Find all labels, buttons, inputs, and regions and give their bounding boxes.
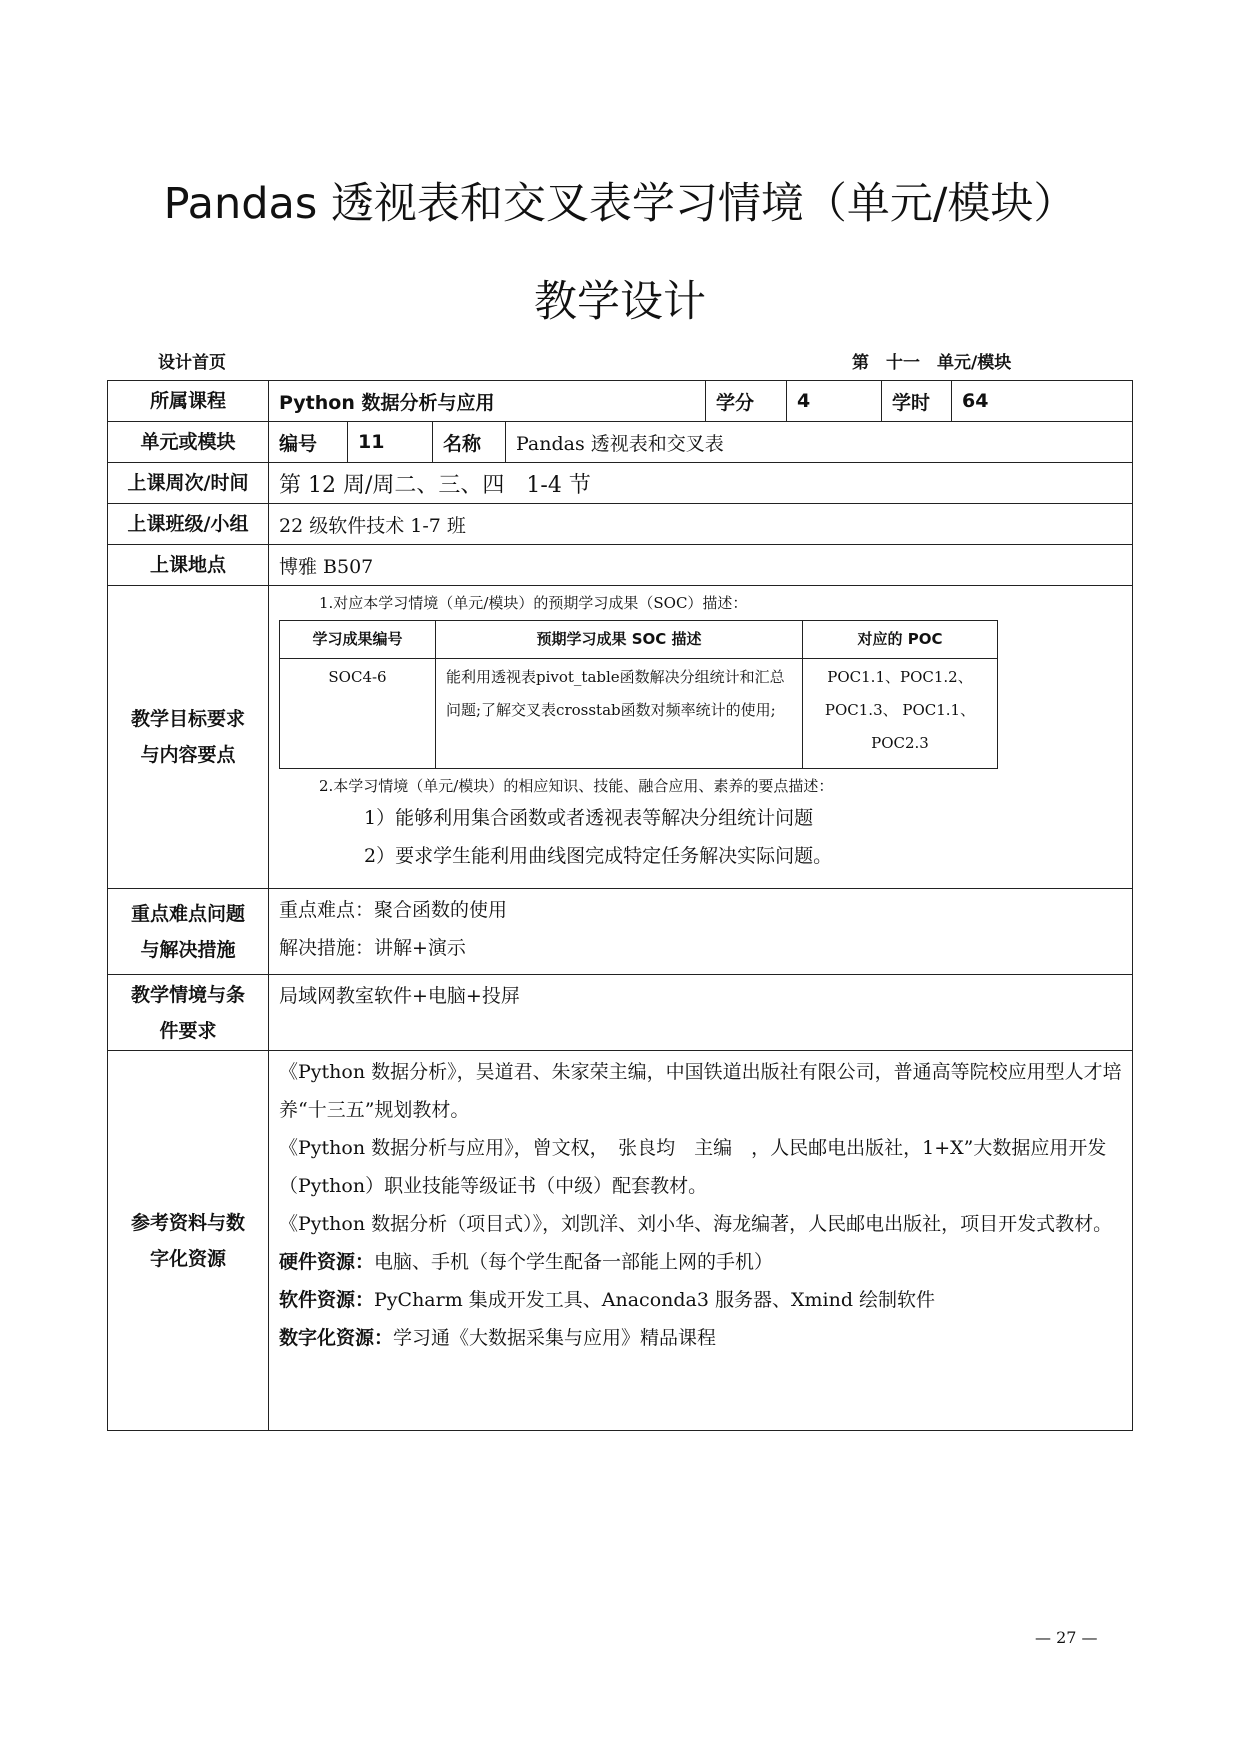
goals-label: 教学目标要求与内容要点 [108,586,269,889]
soc-id: SOC4-6 [280,659,436,769]
key-solution: 解决措施：讲解+演示 [279,937,466,959]
goals-intro-2: 2.本学习情境（单元/模块）的相应知识、技能、融合应用、素养的要点描述： [319,777,834,795]
place-label: 上课地点 [108,545,269,586]
place-value: 博雅 B507 [269,545,1133,586]
design-table [107,380,1133,1431]
software-label: 软件资源： [279,1289,375,1311]
reference-item: 《Python 数据分析》，吴道君、朱家荣主编，中国铁道出版社有限公司，普通高等院校应用型人才培养“十三五”规划教材。 [279,1061,1122,1121]
credit-value: 4 [787,381,882,422]
soc-header: 学习成果编号 [280,621,436,659]
soc-header: 预期学习成果 SOC 描述 [436,621,803,659]
conditions-value: 局域网教室软件+电脑+投屏 [269,975,1133,1051]
unit-label: 单元或模块 [108,422,269,463]
reference-item: 《Python 数据分析（项目式）》，刘凯洋、刘小华、海龙编著，人民邮电出版社，项目开发式教材。 [279,1213,1113,1235]
hours-value: 64 [952,381,1133,422]
digital-label: 数字化资源： [279,1327,394,1349]
references-label: 参考资料与数字化资源 [108,1051,269,1431]
conditions-label: 教学情境与条件要求 [108,975,269,1051]
soc-poc: POC1.1、POC1.2、POC1.3、 POC1.1、POC2.3 [803,659,998,769]
course-value: Python 数据分析与应用 [269,381,706,422]
key-label: 重点难点问题与解决措施 [108,889,269,975]
title: Pandas 透视表和交叉表学习情境（单元/模块） [163,179,1077,229]
number-label: 编号 [269,422,348,463]
soc-table [279,620,998,769]
time-value: 第 12 周/周二、三、四 1-4 节 [269,463,1133,504]
goals-intro-1: 1.对应本学习情境（单元/模块）的预期学习成果（SOC）描述： [319,594,748,612]
course-label: 所属课程 [108,381,269,422]
number-value: 11 [348,422,433,463]
soc-description: 能利用透视表pivot_table函数解决分组统计和汇总问题;了解交叉表crosstab函数对频率统计的使用; [436,659,803,769]
key-point: 重点难点：聚合函数的使用 [279,899,508,921]
header-right: 第 十一 单元/模块 [852,353,1012,373]
name-label: 名称 [433,422,506,463]
hardware-label: 硬件资源： [279,1251,375,1273]
reference-item: 《Python 数据分析与应用》，曾文权， 张良均 主编 ，人民邮电出版社，1+X”大数据应用开发（Python）职业技能等级证书（中级）配套教材。 [279,1137,1107,1197]
hardware-value: 电脑、手机（每个学生配备一部能上网的手机） [374,1251,774,1273]
class-label: 上课班级/小组 [108,504,269,545]
goal-point: 1）能够利用集合函数或者透视表等解决分组统计问题 [364,807,814,829]
time-label: 上课周次/时间 [108,463,269,504]
class-value: 22 级软件技术 1-7 班 [269,504,1133,545]
header-left: 设计首页 [158,353,226,373]
page-number: — 27 — [1035,1628,1098,1647]
software-value: PyCharm 集成开发工具、Anaconda3 服务器、Xmind 绘制软件 [374,1289,936,1311]
name-value: Pandas 透视表和交叉表 [506,422,1133,463]
hours-label: 学时 [882,381,952,422]
credit-label: 学分 [706,381,787,422]
soc-header: 对应的 POC [803,621,998,659]
goal-point: 2）要求学生能利用曲线图完成特定任务解决实际问题。 [364,845,833,867]
subtitle: 教学设计 [534,277,706,327]
digital-value: 学习通《大数据采集与应用》精品课程 [393,1327,717,1349]
